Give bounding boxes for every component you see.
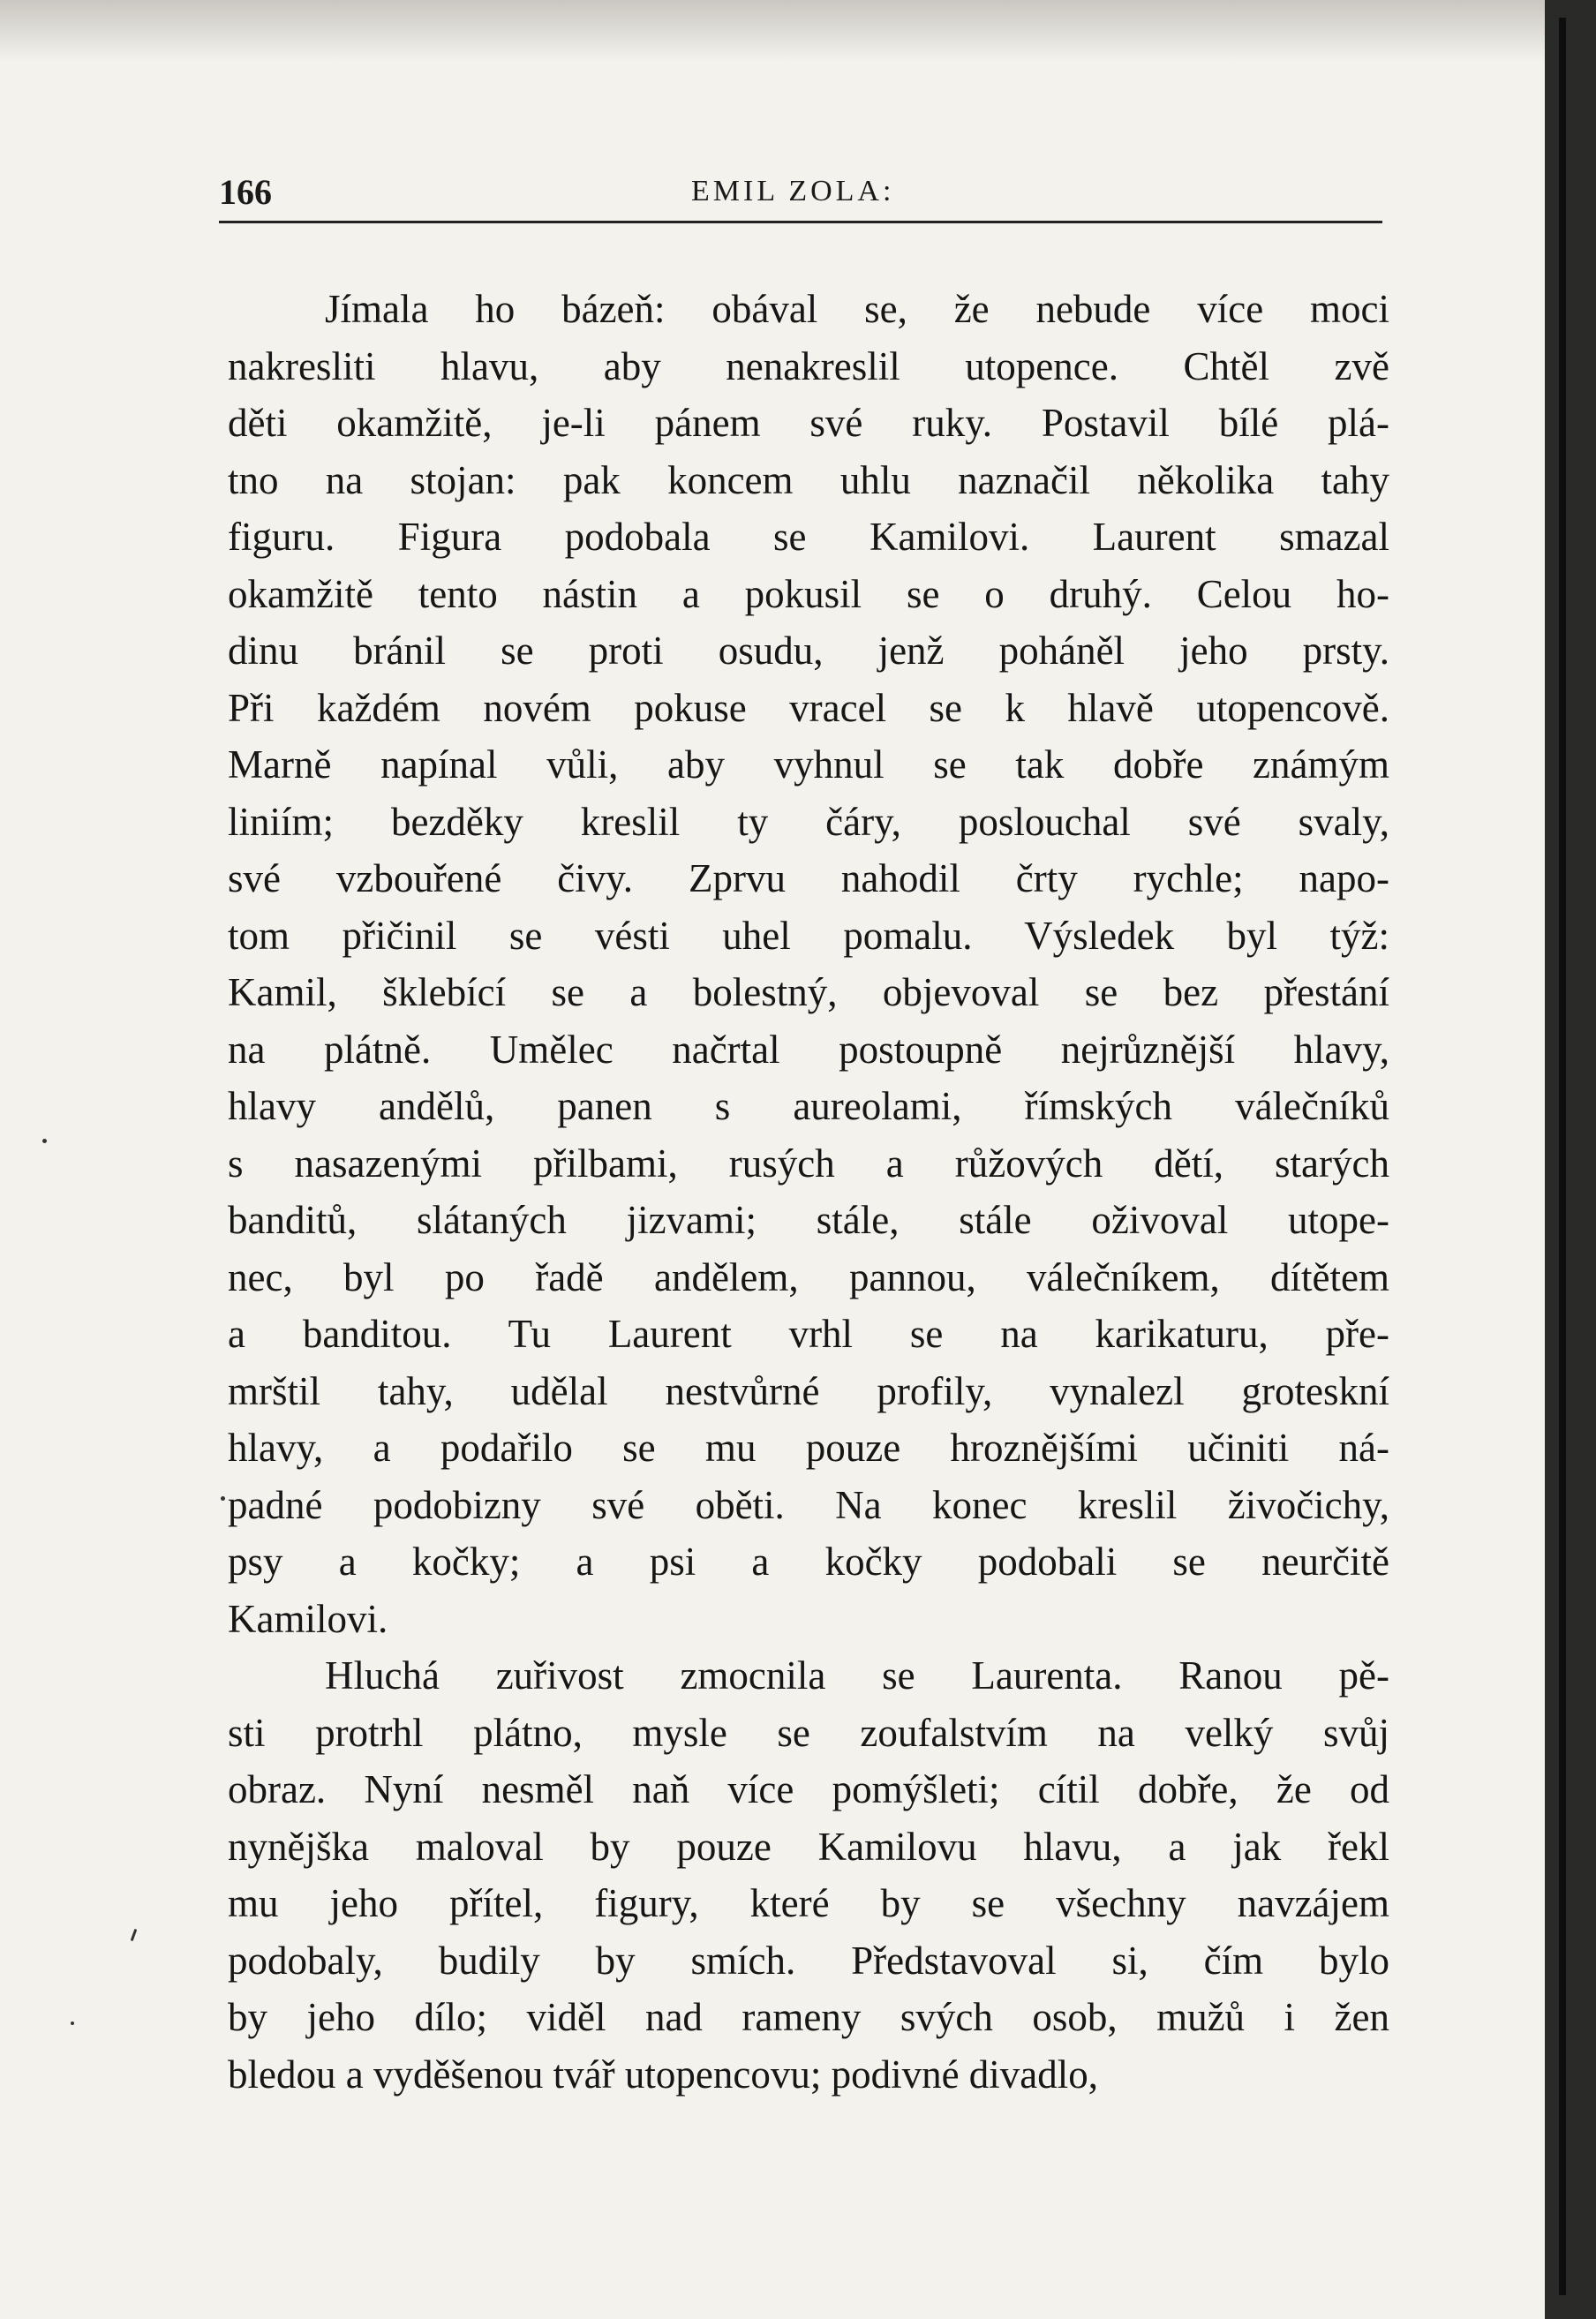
text-line: psy a kočky; a psi a kočky podobali se neurčitě bbox=[228, 1540, 1389, 1584]
text-line: mrštil tahy, udělal nestvůrné profily, vynalezl groteskní bbox=[228, 1368, 1389, 1413]
text-line: své vzbouřené čivy. Zprvu nahodil črty rychle; napo- bbox=[228, 856, 1389, 900]
text-line: okamžitě tento nástin a pokusil se o druhý. Celou ho- bbox=[228, 571, 1389, 616]
text-line: nynějška maloval by pouze Kamilovu hlavu, a jak řekl bbox=[228, 1824, 1389, 1869]
text-line: Marně napínal vůli, aby vyhnul se tak dobře známým bbox=[228, 742, 1389, 787]
paragraph-container bbox=[228, 281, 1389, 2103]
text-line: tno na stojan: pak koncem uhlu naznačil několika tahy bbox=[228, 457, 1389, 502]
text-line: na plátně. Umělec načrtal postoupně nejrůznější hlavy, bbox=[228, 1027, 1389, 1072]
text-line: tom přičinil se vésti uhel pomalu. Výsledek byl týž: bbox=[228, 913, 1389, 958]
text-line: a banditou. Tu Laurent vrhl se na karikaturu, pře- bbox=[228, 1312, 1389, 1356]
dust-speck bbox=[71, 2022, 74, 2025]
text-line: banditů, slátaných jizvami; stále, stále oživoval utope- bbox=[228, 1198, 1389, 1242]
page-number: 166 bbox=[219, 172, 272, 212]
text-line: Při každém novém pokuse vracel se k hlavě utopencově. bbox=[228, 685, 1389, 730]
text-line: Kamilovi. bbox=[228, 1596, 388, 1641]
text-line: bledou a vyděšenou tvář utopencovu; podivné divadlo, bbox=[228, 2052, 1099, 2097]
text-line: dinu bránil se proti osudu, jenž poháněl jeho prsty. bbox=[228, 629, 1389, 673]
page-header bbox=[219, 168, 1382, 223]
body-text bbox=[228, 281, 1389, 2103]
text-line: hlavy andělů, panen s aureolami, římských válečníků bbox=[228, 1084, 1389, 1128]
dust-speck bbox=[131, 1929, 138, 1941]
text-line: liniím; bezděky kreslil ty čáry, poslouchal své svaly, bbox=[228, 799, 1389, 844]
text-line: obraz. Nyní nesměl naň více pomýšleti; cítil dobře, že od bbox=[228, 1767, 1389, 1811]
text-line: hlavy, a podařilo se mu pouze hroznějšími učiniti ná- bbox=[228, 1426, 1389, 1470]
text-line: Hluchá zuřivost zmocnila se Laurenta. Ranou pě- bbox=[325, 1653, 1389, 1698]
text-line: by jeho dílo; viděl nad rameny svých osob, mužů i žen bbox=[228, 1995, 1389, 2039]
text-line: nec, byl po řadě andělem, pannou, válečníkem, dítětem bbox=[228, 1254, 1389, 1299]
text-line: mu jeho přítel, figury, které by se všechny navzájem bbox=[228, 1881, 1389, 1925]
dust-speck bbox=[42, 1139, 47, 1143]
text-line: podobaly, budily by smích. Představoval si, čím bylo bbox=[228, 1938, 1389, 1983]
text-line: sti protrhl plátno, mysle se zoufalstvím na velký svůj bbox=[228, 1710, 1389, 1755]
text-line: nakresliti hlavu, aby nenakreslil utopence. Chtěl zvě bbox=[228, 343, 1389, 388]
paragraph bbox=[228, 1647, 1389, 2103]
text-line: děti okamžitě, je-li pánem své ruky. Postavil bílé plá- bbox=[228, 401, 1389, 445]
paragraph bbox=[228, 281, 1389, 1647]
page-edge-line bbox=[1559, 18, 1566, 2295]
text-line: padné podobizny své oběti. Na konec kreslil živočichy, bbox=[228, 1482, 1389, 1527]
text-line: Kamil, šklebící se a bolestný, objevoval se bez přestání bbox=[228, 970, 1389, 1014]
text-line: Jímala ho bázeň: obával se, že nebude více moci bbox=[325, 287, 1389, 331]
running-head: EMIL ZOLA: bbox=[691, 175, 895, 207]
text-line: figuru. Figura podobala se Kamilovi. Laurent smazal bbox=[228, 515, 1389, 559]
dust-speck bbox=[221, 1496, 225, 1501]
text-line: s nasazenými přilbami, rusých a růžových dětí, starých bbox=[228, 1141, 1389, 1186]
